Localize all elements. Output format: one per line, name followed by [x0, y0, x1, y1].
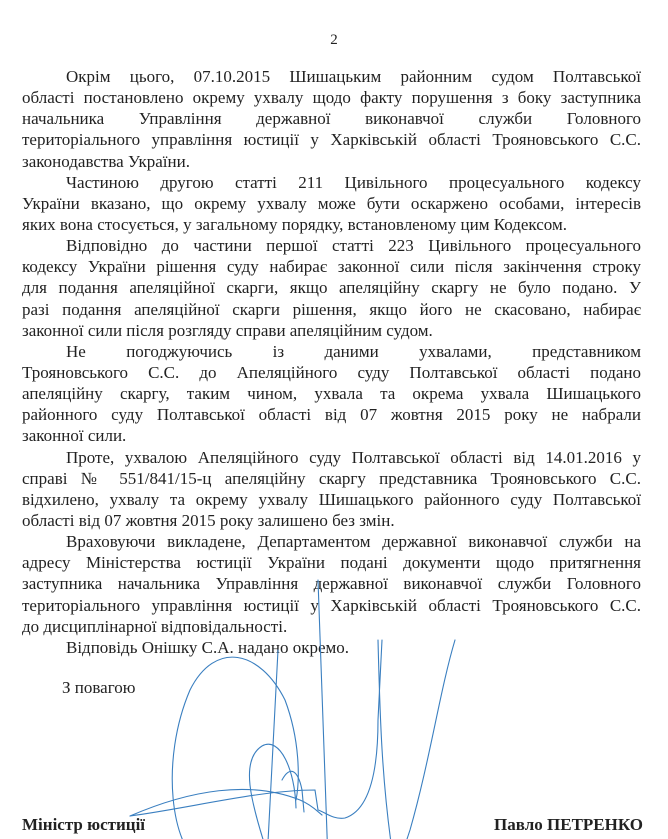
paragraph [22, 172, 641, 235]
text-line: Не погоджуючись із даними ухвалами, представником [66, 341, 641, 361]
text-line: Проте, ухвалою Апеляційного суду Полтавської області від 14.01.2016 у [66, 447, 641, 467]
text-line: для подання апеляційної скарги, якщо апеляційну скаргу не було подано. У [22, 278, 641, 298]
paragraph [22, 531, 641, 637]
page-number: 2 [330, 32, 338, 48]
paragraph [22, 235, 641, 341]
text-line: начальника Управління державної виконавчої служби Головного [22, 109, 641, 129]
letter-body [22, 66, 641, 658]
text-line: Окрім цього, 07.10.2015 Шишацьким районним судом Полтавської [66, 67, 641, 86]
text-line: адресу Міністерства юстиції України подані документи щодо притягнення [22, 553, 641, 573]
text-line: територіального управління юстиції у Харківській області Трояновського С.С. [22, 130, 641, 150]
text-line: законодавства України. [22, 151, 190, 171]
text-line: Частиною другою статті 211 Цивільного процесуального кодексу [66, 172, 641, 192]
text-line: до дисциплінарної відповідальності. [22, 616, 288, 636]
text-line: відхилено, ухвалу та окрему ухвалу Шишацького районного суду Полтавської [22, 489, 641, 509]
text-line: Відповідно до частини першої статті 223 Цивільного процесуального [66, 236, 641, 256]
text-line: України вказано, що окрему ухвалу може бути оскаржено особами, інтересів [22, 193, 641, 213]
text-line: яких вона стосується, у загальному порядку, встановленому цим Кодексом. [22, 214, 567, 234]
text-line: заступника начальника Управління державної виконавчої служби Головного [22, 574, 641, 594]
signatory-name: Павло ПЕТРЕНКО [494, 815, 643, 834]
text-line: законної сили після розгляду справи апеляційним судом. [22, 320, 433, 340]
text-line: області від 07 жовтня 2015 року залишено без змін. [22, 510, 395, 530]
text-line: справі № 551/841/15-ц апеляційну скаргу представника Трояновського С.С. [22, 468, 641, 488]
paragraph [22, 341, 641, 447]
text-line: районного суду Полтавської області від 07 жовтня 2015 року не набрали [22, 405, 641, 425]
text-line: територіального управління юстиції у Харківській області Трояновського С.С. [22, 595, 641, 615]
text-line: кодексу України рішення суду набирає законної сили після закінчення строку [22, 257, 641, 277]
paragraph [22, 637, 641, 658]
text-line: Відповідь Онішку С.А. надано окремо. [66, 637, 350, 657]
paragraph [22, 447, 641, 532]
text-line: Трояновського С.С. до Апеляційного суду Полтавської області подано [22, 362, 641, 382]
text-line: області постановлено окрему ухвалу щодо факту порушення з боку заступника [22, 88, 641, 108]
text-line: Враховуючи викладене, Департаментом державної виконавчої служби на [66, 532, 641, 552]
text-line: законної сили. [22, 426, 127, 446]
signatory-title: Міністр юстиції [22, 815, 146, 834]
closing-salutation: З повагою [62, 678, 136, 697]
text-line: апеляційну скаргу, таким чином, ухвала та окрема ухвала Шишацького [22, 384, 641, 404]
text-line: разі подання апеляційної скарги рішення, якщо його не скасовано, набирає [22, 299, 641, 319]
paragraph [22, 66, 641, 172]
